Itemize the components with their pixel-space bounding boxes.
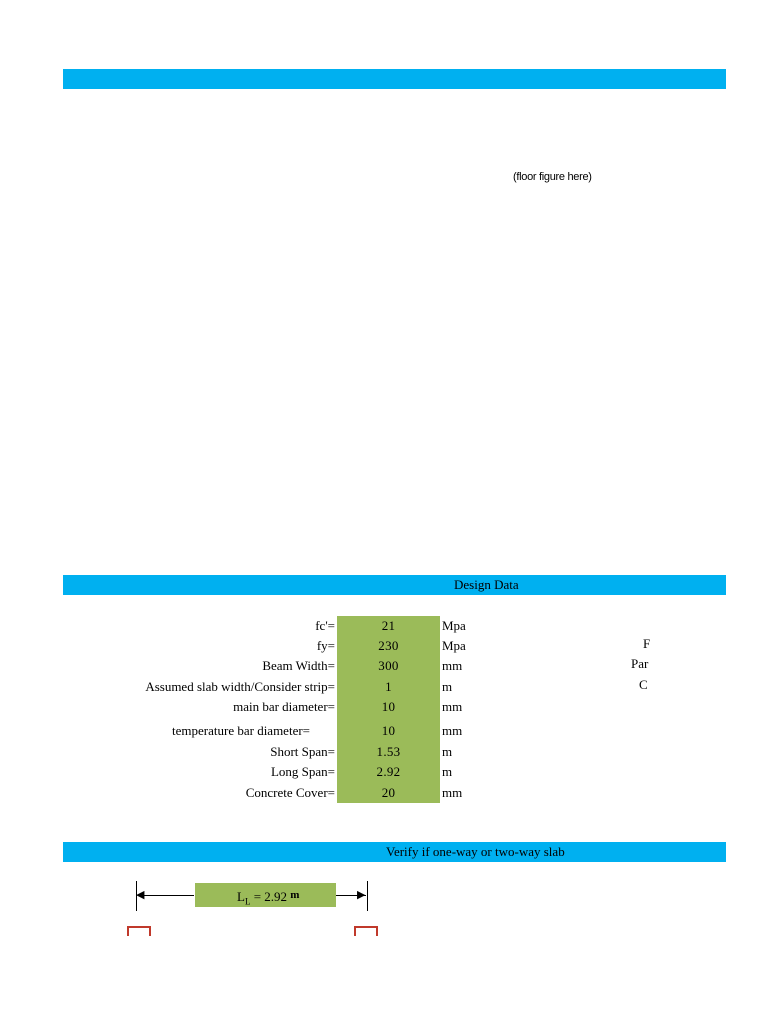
row-value-input[interactable]: 1.53 [376, 744, 401, 759]
row-label: Concrete Cover= [245, 785, 335, 800]
row-value-input[interactable]: 1 [385, 679, 392, 694]
arrow-right-icon: ▶ [357, 889, 366, 901]
row-label: temperature bar diameter= [172, 723, 310, 738]
row-unit: m [442, 744, 453, 759]
design-row-slab-width [0, 677, 768, 697]
row-value-input[interactable]: 21 [381, 618, 396, 633]
design-row-fc [0, 616, 768, 636]
design-data-title: Design Data [454, 577, 519, 592]
design-row-temp-bar [0, 721, 768, 741]
support-bracket-right [354, 926, 378, 936]
row-value-input[interactable]: 20 [381, 785, 396, 800]
row-value-input[interactable]: 10 [381, 699, 396, 714]
row-label: Beam Width= [262, 658, 335, 673]
row-unit: m [442, 764, 453, 779]
row-unit: mm [442, 723, 463, 738]
floor-figure-placeholder: (floor figure here) [513, 171, 592, 183]
design-row-concrete-cover [0, 783, 768, 803]
side-label-2: Par [631, 656, 649, 671]
long-span-label-box [195, 883, 336, 907]
design-row-long-span [0, 762, 768, 782]
row-unit: m [442, 679, 453, 694]
dimension-arrow-left [138, 895, 194, 896]
support-bracket-left [127, 926, 151, 936]
row-label: Short Span= [270, 744, 335, 759]
row-unit: mm [442, 658, 463, 673]
row-unit: Mpa [442, 638, 466, 653]
verify-slab-title: Verify if one-way or two-way slab [386, 844, 565, 859]
design-row-short-span [0, 742, 768, 762]
row-label: fc'= [315, 618, 335, 633]
row-value-input[interactable]: 300 [378, 658, 399, 673]
row-label: main bar diameter= [233, 699, 335, 714]
row-value-input[interactable]: 10 [381, 723, 396, 738]
design-row-fy [0, 636, 768, 656]
design-row-beam-width [0, 656, 768, 676]
row-value-input[interactable]: 2.92 [376, 764, 401, 779]
row-unit: Mpa [442, 618, 466, 633]
header-band [63, 69, 726, 89]
row-unit: mm [442, 785, 463, 800]
side-label-3: C [639, 677, 648, 692]
arrow-left-icon: ◀ [136, 889, 145, 901]
row-label: Assumed slab width/Consider strip= [145, 679, 335, 694]
row-label: fy= [316, 638, 335, 653]
design-row-main-bar [0, 697, 768, 717]
verify-slab-band [63, 842, 726, 862]
row-unit: mm [442, 699, 463, 714]
design-data-band [63, 575, 726, 595]
long-span-label: $L_L = 2.92$ $^m$ [237, 889, 300, 907]
side-label-1: F [643, 636, 651, 651]
row-value-input[interactable]: 230 [378, 638, 399, 653]
dimension-tick-right [367, 881, 368, 911]
row-label: Long Span= [270, 764, 335, 779]
